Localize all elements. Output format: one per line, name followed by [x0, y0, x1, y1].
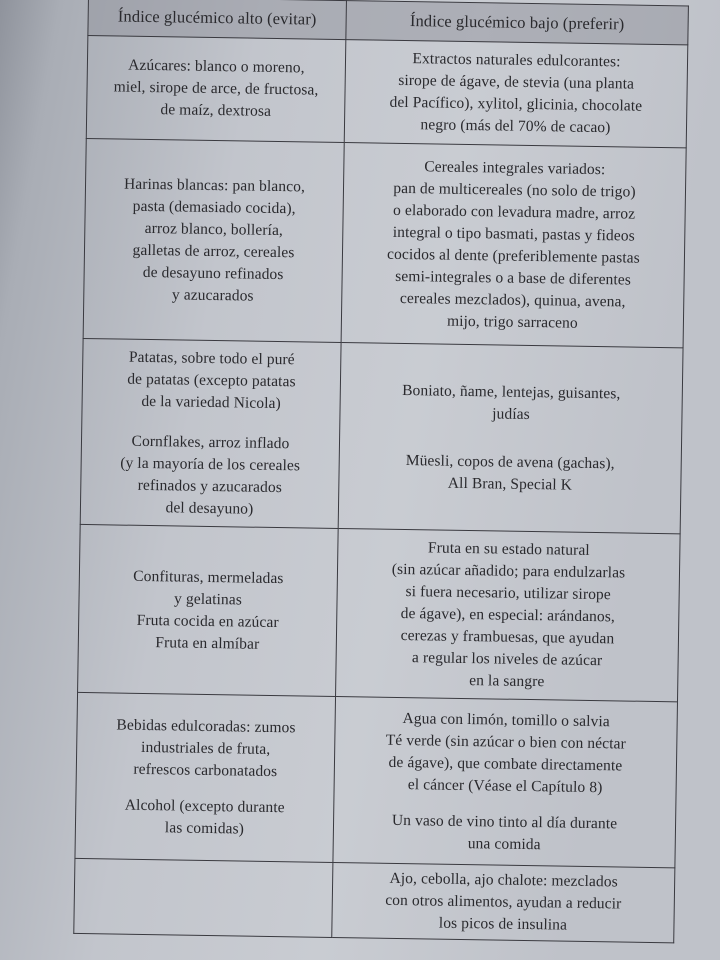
- cell-low-gi: [344, 40, 688, 148]
- cell-high-gi: [86, 36, 346, 143]
- text-line: y azucarados: [171, 285, 254, 305]
- table-row: [78, 524, 681, 701]
- text-line: Azúcares: blanco o moreno,: [128, 56, 305, 77]
- text-line: miel, sirope de arce, de fructosa,: [113, 78, 319, 99]
- table-row: [74, 858, 675, 942]
- text-line: los picos de insulina: [438, 914, 568, 934]
- table-row: [83, 138, 686, 347]
- text-line: refrescos carbonatados: [133, 760, 278, 780]
- cell-high-gi: [80, 338, 341, 528]
- text-line: Cornflakes, arroz inflado: [131, 432, 290, 452]
- glycemic-index-table-wrapper: [73, 0, 688, 943]
- text-line: de ágave), que combate directamente: [388, 753, 623, 774]
- text-line: con otros alimentos, ayudan a reducir: [385, 891, 622, 913]
- cell-high-gi-empty: [74, 858, 333, 937]
- text-line: o elaborado con levadura madre, arroz: [392, 201, 636, 223]
- cell-low-gi: [333, 696, 678, 867]
- text-line: integral o tipo basmati, pastas y fideos: [392, 223, 635, 245]
- text-line: de patatas (excepto patatas: [127, 370, 296, 390]
- table-row: [80, 338, 683, 533]
- text-line: cerezas y frambuesas, que ayudan: [400, 626, 615, 647]
- text-line: Fruta en su estado natural: [427, 538, 590, 559]
- text-line: Té verde (sin azúcar o bien con néctar: [385, 731, 626, 753]
- table-row: [86, 36, 688, 148]
- cell-high-gi: [78, 524, 339, 696]
- text-line: Fruta en almíbar: [155, 633, 260, 653]
- text-line: Cereales integrales variados:: [424, 157, 606, 178]
- header-high-gi: Índice glucémico alto (evitar): [88, 0, 347, 40]
- text-line: del Pacífico), xylitol, glicinia, chocolate: [389, 93, 643, 115]
- text-line: mijo, trigo sarraceno: [446, 312, 578, 332]
- text-line: las comidas): [164, 818, 245, 838]
- text-line: pasta (demasiado cocida),: [132, 197, 296, 217]
- text-line: judías: [492, 404, 530, 423]
- text-line: de la variedad Nicola): [141, 392, 281, 412]
- text-line: Un vaso de vino tinto al día durante: [391, 811, 618, 832]
- text-line: Fruta cocida en azúcar: [136, 611, 279, 631]
- text-line: refinados y azucarados: [137, 476, 283, 496]
- text-line: Harinas blancas: pan blanco,: [123, 175, 306, 195]
- text-line: Confituras, mermeladas: [133, 567, 284, 587]
- text-line: (sin azúcar añadido; para endulzarlas: [391, 560, 626, 582]
- header-low-gi: Índice glucémico bajo (preferir): [346, 1, 689, 45]
- text-line: galletas de arroz, cereales: [132, 241, 295, 261]
- text-line: en la sangre: [469, 671, 545, 690]
- text-line: All Bran, Special K: [447, 474, 573, 494]
- text-line: cereales mezclados), quinua, avena,: [399, 289, 626, 310]
- text-line: Patatas, sobre todo el puré: [128, 348, 295, 368]
- cell-low-gi: [336, 528, 681, 701]
- table-row: [75, 692, 678, 867]
- cell-low-gi: [338, 343, 683, 534]
- text-line: industriales de fruta,: [140, 738, 271, 758]
- text-line: de desayuno refinados: [142, 263, 284, 283]
- cell-high-gi: [75, 692, 336, 862]
- text-line: negro (más del 70% de cacao): [420, 116, 611, 137]
- text-line: de maíz, dextrosa: [160, 101, 272, 120]
- text-line: de ágave), en especial: arándanos,: [400, 604, 616, 625]
- text-line: Agua con limón, tomillo o salvia: [402, 709, 610, 730]
- cell-low-gi: [332, 862, 675, 942]
- text-line: Ajo, cebolla, ajo chalote: mezclados: [389, 869, 618, 891]
- text-line: sirope de ágave, de stevia (una planta: [398, 71, 635, 93]
- text-line: del desayuno): [165, 498, 254, 518]
- text-line: cocidos al dente (preferiblemente pastas: [386, 245, 640, 267]
- text-line: (y la mayoría de los cereales: [120, 454, 301, 474]
- text-line: Extractos naturales edulcorantes:: [412, 50, 621, 71]
- cell-low-gi: [341, 143, 686, 348]
- text-line: a regular los niveles de azúcar: [411, 648, 603, 669]
- text-line: una comida: [467, 834, 541, 853]
- text-line: arroz blanco, bollería,: [144, 219, 284, 239]
- glycemic-index-table: [73, 0, 689, 943]
- cell-high-gi: [83, 138, 344, 342]
- text-line: pan de multicereales (no solo de trigo): [393, 179, 636, 201]
- text-line: el cáncer (Véase el Capítulo 8): [407, 775, 603, 796]
- text-line: Alcohol (excepto durante: [124, 796, 285, 816]
- text-line: Müesli, copos de avena (gachas),: [405, 451, 615, 472]
- text-line: semi-integrales o a base de diferentes: [395, 267, 632, 289]
- text-line: y gelatinas: [173, 589, 243, 608]
- text-line: Boniato, ñame, lentejas, guisantes,: [402, 381, 621, 402]
- text-line: Bebidas edulcoradas: zumos: [116, 716, 296, 736]
- text-line: si fuera necesario, utilizar sirope: [405, 582, 611, 603]
